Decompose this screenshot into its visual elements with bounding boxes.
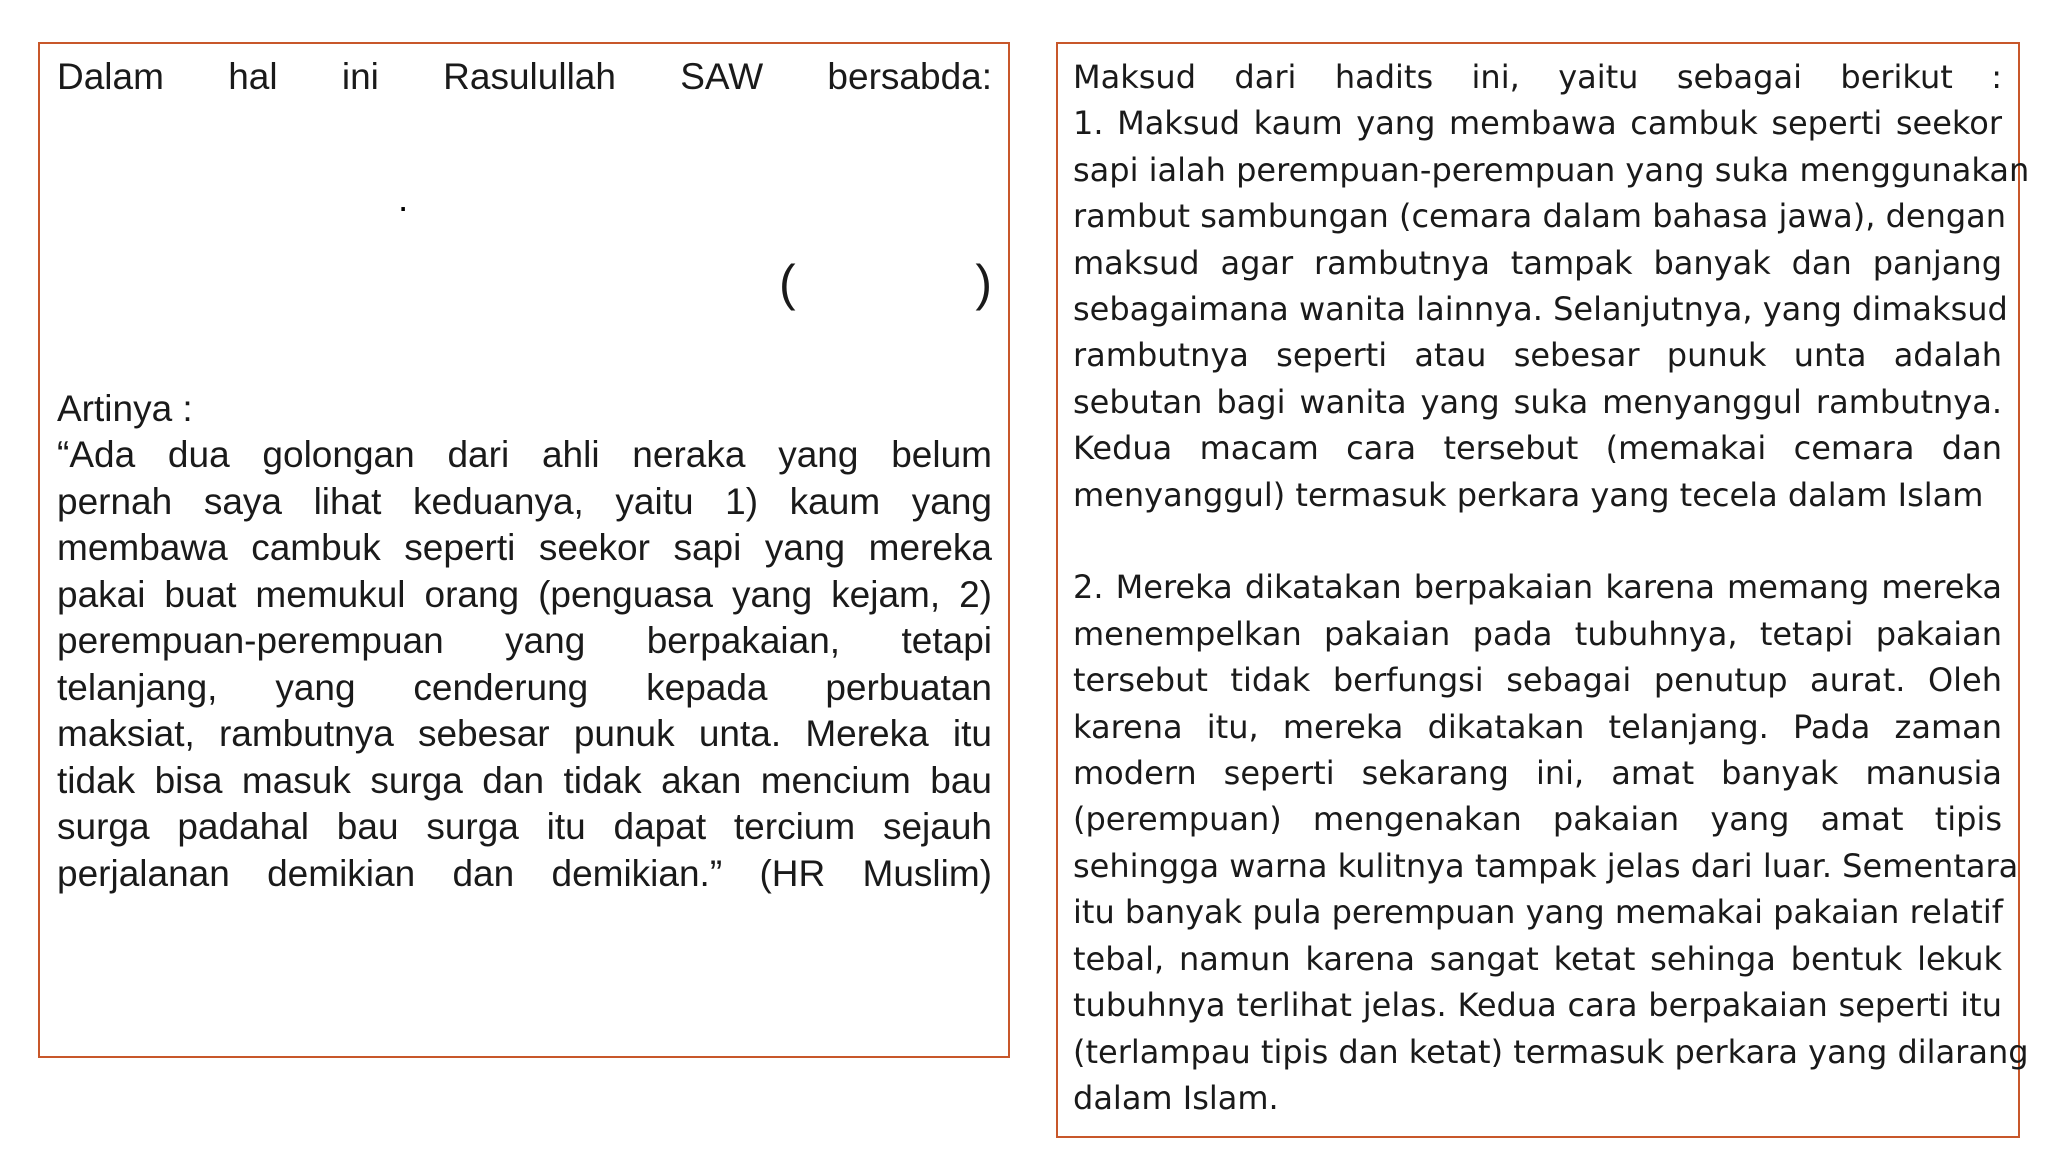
translation-line: perjalanan demikian dan demikian.” (HR Muslim)	[57, 852, 992, 894]
explanation-line: (terlampau tipis dan ketat) termasuk perkara yang dilarang	[1073, 1032, 2029, 1071]
translation-line: “Ada dua golongan dari ahli neraka yang belum	[57, 434, 992, 475]
intro-line: Dalam hal ini Rasulullah SAW bersabda:	[57, 56, 992, 97]
translation-line: pernah saya lihat keduanya, yaitu 1) kaum yang	[57, 480, 992, 522]
translation-line: tidak bisa masuk surga dan tidak akan mencium bau	[57, 759, 992, 801]
explanation-point-1	[1073, 100, 2030, 518]
translation-line: maksiat, rambutnya sebesar punuk unta. Mereka itu	[57, 713, 992, 754]
explanation-line: rambut sambungan (cemara dalam bahasa jawa), dengan	[1073, 197, 2007, 236]
translation-line: surga padahal bau surga itu dapat tercium sejauh	[57, 806, 992, 847]
explanation-line: 2. Mereka dikatakan berpakaian karena memang mereka	[1073, 568, 2002, 607]
explanation-text-box	[1056, 42, 2030, 1138]
explanation-line: sebutan bagi wanita yang suka menyanggul rambutnya.	[1073, 382, 2002, 421]
translation-line: membawa cambuk seperti seekor sapi yang mereka	[57, 527, 992, 568]
explanation-line: sapi ialah perempuan-perempuan yang suka menggunakan	[1073, 150, 2030, 189]
explanation-line: tebal, namun karena sangat ketat sehinga bentuk lekuk	[1073, 939, 2002, 978]
hadith-text-box	[38, 42, 1010, 1058]
translation-line: perempuan-perempuan yang berpakaian, tetapi	[57, 620, 992, 661]
artinya-label: Artinya :	[57, 387, 193, 429]
narrator-reference	[57, 254, 992, 324]
arabic-dot: .	[398, 177, 409, 219]
paren-open: (	[779, 254, 796, 311]
explanation-line: tersebut tidak berfungsi sebagai penutup aurat. Oleh	[1073, 661, 2002, 700]
translation-line: telanjang, yang cenderung kepada perbuatan	[57, 666, 992, 708]
explanation-line: dalam Islam.	[1073, 1078, 1279, 1117]
arabic-dot-row	[57, 177, 992, 240]
paren-close: )	[975, 254, 992, 311]
explanation-heading: Maksud dari hadits ini, yaitu sebagai berikut :	[1073, 58, 2002, 96]
explanation-line: menyanggul) termasuk perkara yang tecela dalam Islam	[1073, 475, 1984, 514]
explanation-line: (perempuan) mengenakan pakaian yang amat tipis	[1073, 800, 2002, 839]
explanation-line: maksud agar rambutnya tampak banyak dan panjang	[1073, 243, 2002, 282]
arabic-text-area	[57, 101, 992, 194]
explanation-line: sehingga warna kulitnya tampak jelas dari luar. Sementara	[1073, 846, 2019, 885]
explanation-line: karena itu, mereka dikatakan telanjang. Pada zaman	[1073, 707, 2002, 746]
translation-line: pakai buat memukul orang (penguasa yang kejam, 2)	[57, 573, 992, 615]
explanation-line: itu banyak pula perempuan yang memakai pakaian relatif	[1073, 893, 2003, 932]
explanation-line: 1. Maksud kaum yang membawa cambuk seperti seekor	[1073, 104, 2002, 143]
explanation-line: sebagaimana wanita lainnya. Selanjutnya, yang dimaksud	[1073, 290, 2008, 329]
explanation-line: modern seperti sekarang ini, amat banyak manusia	[1073, 754, 2002, 793]
explanation-point-2	[1073, 564, 2029, 1121]
explanation-line: Kedua macam cara tersebut (memakai cemara dan	[1073, 429, 2002, 468]
explanation-line: rambutnya seperti atau sebesar punuk unta adalah	[1073, 336, 2002, 375]
explanation-line: menempelkan pakaian pada tubuhnya, tetapi pakaian	[1073, 614, 2002, 653]
explanation-line: tubuhnya terlihat jelas. Kedua cara berpakaian seperti itu	[1073, 986, 2002, 1025]
translation-paragraph	[57, 432, 992, 897]
